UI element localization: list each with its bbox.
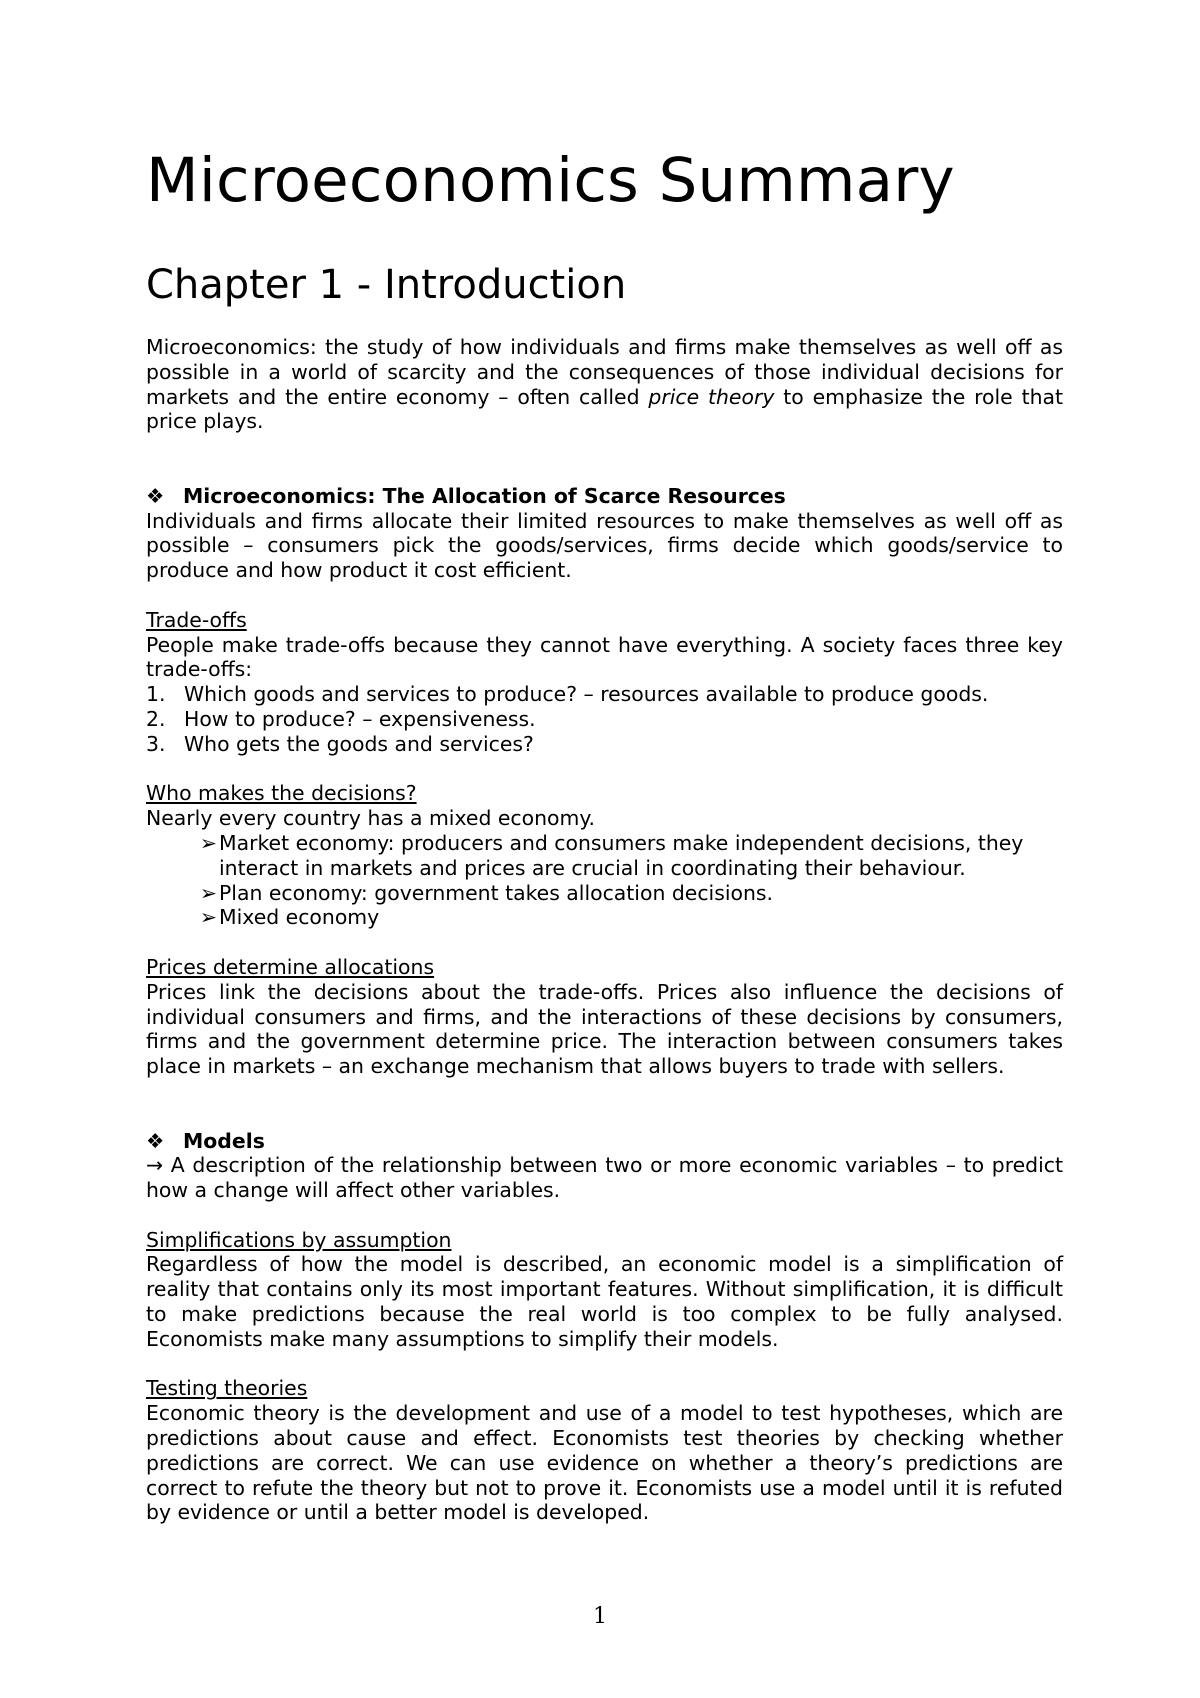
list-item: ➢ Mixed economy: [146, 905, 1063, 930]
testing-heading: Testing theories: [146, 1376, 308, 1401]
models-paragraph: → A description of the relationship between two or more economic variables – to predict how a change will affect other variables.: [146, 1153, 1063, 1203]
list-item: ➢ Market economy: producers and consumers make independent decisions, they interact in markets and prices are crucial in coordinating their behaviour.: [146, 831, 1063, 881]
decisions-heading: Who makes the decisions?: [146, 781, 417, 806]
arrow-bullet-icon: ➢: [199, 830, 217, 855]
document-title: Microeconomics Summary: [146, 145, 955, 216]
economy-types-list: [146, 831, 1063, 930]
document-body: [146, 335, 1063, 1525]
diamond-bullet-icon: ❖: [146, 1128, 165, 1153]
list-item: 3. Who gets the goods and services?: [146, 731, 534, 756]
simplifications-paragraph: Regardless of how the model is described, an economic model is a simplification of reality that contains only its most important features. Without simplification, it is difficult to make predictions because the real world is too complex to be fully analysed. Economists make many assumptions to simplify their models.: [146, 1252, 1063, 1351]
list-item: ➢ Plan economy: government takes allocation decisions.: [146, 881, 1063, 906]
section-allocation-heading: ❖ Microeconomics: The Allocation of Scarce Resources: [146, 483, 786, 508]
decisions-paragraph: Nearly every country has a mixed economy.: [146, 806, 596, 831]
testing-paragraph: Economic theory is the development and use of a model to test hypotheses, which are predictions about cause and effect. Economists test theories by checking whether predictions are correct. We can use evidence on whether a theory’s predictions are correct to refute the theory but not to prove it. Economists use a model until it is refuted by evidence or until a better model is developed.: [146, 1401, 1063, 1525]
allocation-paragraph: Individuals and firms allocate their limited resources to make themselves as well off as possible – consumers pick the goods/services, firms decide which goods/service to produce and how product it cost efficient.: [146, 508, 1063, 583]
simplifications-heading: Simplifications by assumption: [146, 1227, 452, 1252]
right-arrow-icon: →: [146, 1153, 164, 1178]
arrow-bullet-icon: ➢: [199, 880, 217, 905]
page-number: 1: [593, 1604, 607, 1629]
section-models-heading: ❖ Models: [146, 1128, 265, 1153]
arrow-bullet-icon: ➢: [199, 905, 217, 930]
prices-heading: Prices determine allocations: [146, 954, 435, 979]
diamond-bullet-icon: ❖: [146, 483, 165, 508]
chapter-heading: Chapter 1 - Introduction: [146, 262, 627, 308]
tradeoffs-list: [146, 682, 1063, 756]
price-theory-term: price theory: [648, 384, 775, 409]
prices-paragraph: Prices link the decisions about the trade-offs. Prices also influence the decisions of individual consumers and firms, and the interactions of these decisions by consumers, firms and the government determine price. The interaction between consumers takes place in markets – an exchange mechanism that allows buyers to trade with sellers.: [146, 979, 1063, 1079]
tradeoffs-paragraph: People make trade-offs because they cannot have everything. A society faces three key trade-offs:: [146, 632, 1063, 682]
intro-paragraph: Microeconomics: the study of how individuals and firms make themselves as well off as possible in a world of scarcity and the consequences of those individual decisions for markets and the entire economy – often called price theory to emphasize the role that price plays.: [146, 335, 1064, 434]
list-item: 1. Which goods and services to produce? – resources available to produce goods.: [146, 682, 989, 707]
list-item: 2. How to produce? – expensiveness.: [146, 706, 536, 731]
tradeoffs-heading: Trade-offs: [146, 607, 247, 632]
